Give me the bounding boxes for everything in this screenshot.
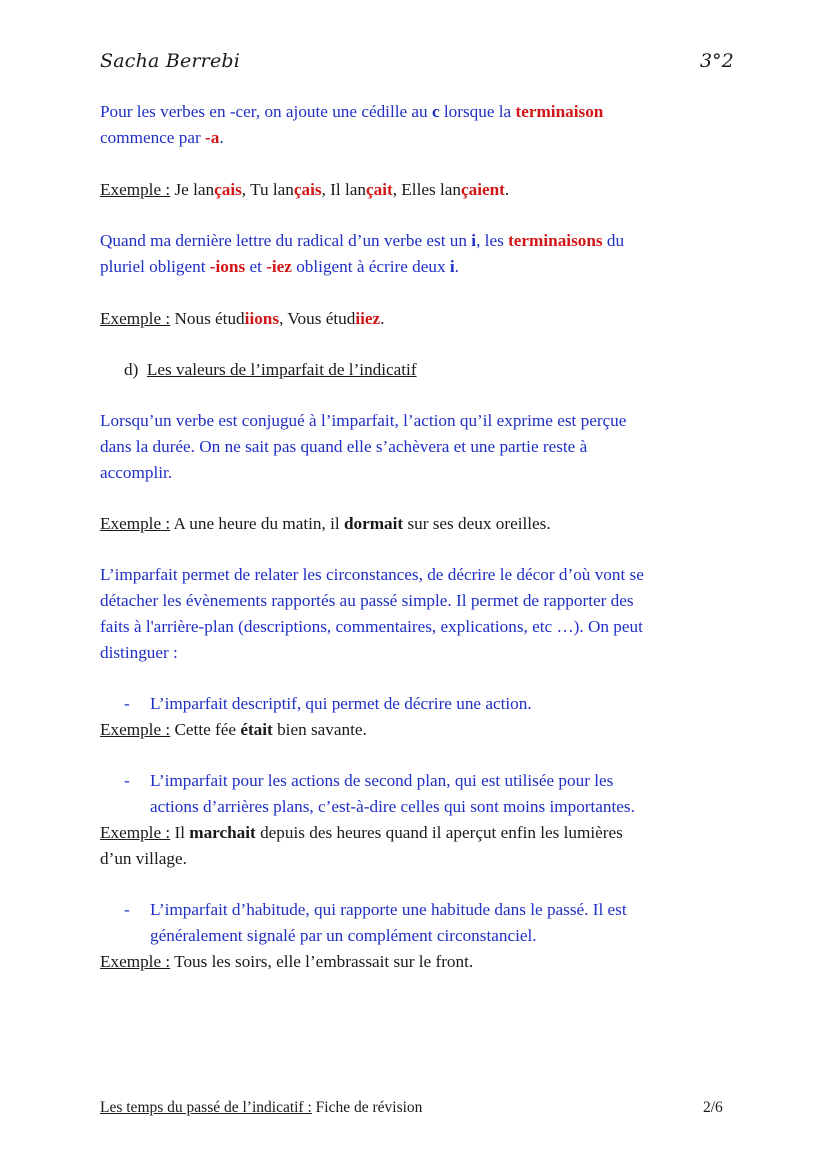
text: du [602, 231, 625, 250]
ending-a: -a [204, 128, 220, 147]
example-embrassait [100, 949, 740, 975]
example-label: Exemple : [100, 952, 171, 971]
extra-i: i [355, 309, 361, 328]
letter-i: i [471, 231, 477, 250]
rule-i-paragraph [100, 228, 740, 280]
example-etait [100, 717, 740, 743]
text-line: L’imparfait pour les actions de second plan, qui est utilisée pour les [150, 771, 614, 790]
cedilla-letter: ç [460, 180, 469, 199]
section-heading-d [124, 357, 764, 383]
text-line: actions d’arrières plans, c’est-à-dire celles qui sont moins importantes. [150, 797, 635, 816]
example-label: Exemple : [100, 514, 171, 533]
text-line: L’imparfait permet de relater les circonstances, de décrire le décor d’où vont se [100, 565, 644, 584]
text: Nous étud [170, 309, 245, 328]
section-marker: d) [124, 360, 139, 379]
circumstances-paragraph [100, 562, 740, 666]
example-i [100, 306, 740, 332]
text: Je lan [170, 180, 215, 199]
example-label: Exemple : [100, 309, 171, 328]
example-verb: marchait [189, 823, 256, 842]
text-line: d’un village. [100, 849, 187, 868]
text-line: détacher les évènements rapportés au passé simple. Il permet de rapporter des [100, 591, 634, 610]
list-dash: - [124, 900, 130, 919]
text-line: L’imparfait d’habitude, qui rapporte une habitude dans le passé. Il est [150, 900, 627, 919]
example-marchait [100, 820, 740, 872]
text: , Vous étud [279, 309, 356, 328]
text: , Tu lan [241, 180, 294, 199]
footer-title [100, 1098, 422, 1118]
text: , Elles lan [392, 180, 461, 199]
text-line: dans la durée. On ne sait pas quand elle s’achèvera et une partie reste à [100, 437, 588, 456]
student-name: Sacha Berrebi [100, 50, 241, 72]
text: depuis des heures quand il aperçut enfin les lumières [255, 823, 623, 842]
ending: iez [360, 309, 381, 328]
example-dormait [100, 511, 740, 537]
class-label: 3°2 [700, 50, 734, 72]
text: Pour les verbes en -cer, on ajoute une cédille au [100, 102, 432, 121]
text-line: accomplir. [100, 463, 173, 482]
ending: ais [301, 180, 322, 199]
keyword-terminaisons: terminaisons [508, 231, 603, 250]
cedilla-letter: ç [214, 180, 222, 199]
example-label: Exemple : [100, 720, 171, 739]
text: A une heure du matin, il [170, 514, 344, 533]
text: , Il lan [321, 180, 366, 199]
footer-course-title: Les temps du passé de l’indicatif : [100, 1099, 312, 1116]
text: Quand ma dernière lettre du radical d’un verbe est un [100, 231, 472, 250]
example-label: Exemple : [100, 180, 171, 199]
list-dash: - [124, 694, 130, 713]
ending-iez: -iez [266, 257, 292, 276]
text: . [380, 309, 385, 328]
section-title: Les valeurs de l’imparfait de l’indicatif [146, 360, 417, 379]
example-cer [100, 177, 740, 203]
list-item-text [150, 768, 750, 820]
ending: ions [249, 309, 280, 328]
ending: ait [373, 180, 393, 199]
ending-ions: -ions [209, 257, 246, 276]
list-dash: - [124, 771, 130, 790]
text: obligent à écrire deux [291, 257, 450, 276]
list-item-text [150, 691, 750, 717]
text: Tous les soirs, elle l’embrassait sur le front. [170, 952, 474, 971]
text: . [504, 180, 510, 199]
text-line: L’imparfait descriptif, qui permet de décrire une action. [150, 694, 532, 713]
example-label: Exemple : [100, 823, 171, 842]
text: lorsque la [439, 102, 516, 121]
example-verb: était [240, 720, 273, 739]
text: Il [170, 823, 190, 842]
text: , les [476, 231, 509, 250]
footer-subtitle: Fiche de révision [311, 1099, 423, 1116]
letter-c: c [431, 102, 440, 121]
text-line: distinguer : [100, 643, 178, 662]
page-number: 2/6 [703, 1099, 723, 1116]
text: commence par [100, 128, 205, 147]
rule-cer-paragraph [100, 99, 740, 151]
text-line: faits à l'arrière-plan (descriptions, commentaires, explications, etc …). On peut [100, 617, 643, 636]
text: Cette fée [170, 720, 241, 739]
text-line: généralement signalé par un complément circonstanciel. [150, 926, 537, 945]
text: et [245, 257, 267, 276]
text: sur ses deux oreilles. [403, 514, 551, 533]
letter-i: i [449, 257, 455, 276]
keyword-terminaison: terminaison [515, 102, 604, 121]
cedilla-letter: ç [293, 180, 302, 199]
cedilla-letter: ç [365, 180, 374, 199]
text: . [219, 128, 224, 147]
ending: ais [221, 180, 242, 199]
ending: aient [468, 180, 505, 199]
text-line: Lorsqu’un verbe est conjugué à l’imparfait, l’action qu’il exprime est perçue [100, 411, 627, 430]
text: bien savante. [272, 720, 367, 739]
text: . [454, 257, 459, 276]
example-verb: dormait [343, 514, 404, 533]
text: pluriel obligent [100, 257, 210, 276]
duration-paragraph [100, 408, 740, 486]
extra-i: i [244, 309, 250, 328]
list-item-text [150, 897, 750, 949]
